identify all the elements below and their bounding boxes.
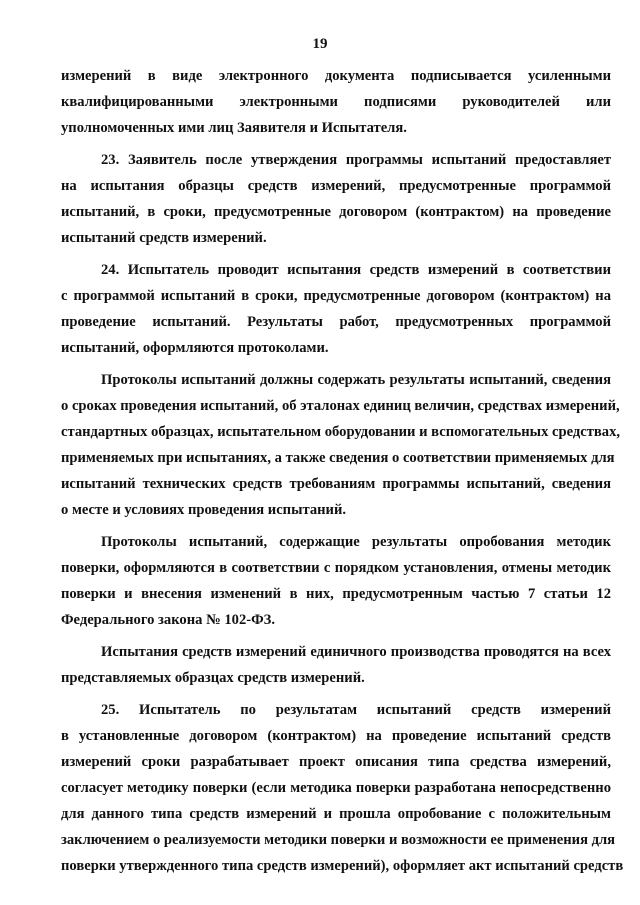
text-line: в установленные договором (контрактом) на проведение испытаний средств	[61, 728, 611, 744]
text-line: Испытания средств измерений единичного производства проводятся на всех	[101, 644, 611, 660]
text-line: для данного типа средств измерений и прошла опробование с положительным	[61, 806, 611, 822]
text-line: о месте и условиях проведения испытаний.	[61, 502, 346, 518]
text-line: проведение испытаний. Результаты работ, предусмотренных программой	[61, 314, 611, 330]
text-line: применяемых при испытаниях, а также сведения о соответствии применяемых для	[61, 450, 615, 466]
text-line: о сроках проведения испытаний, об эталонах единиц величин, средствах измерений,	[61, 398, 620, 414]
text-line: заключением о реализуемости методики поверки и возможности ее применения для	[61, 832, 616, 848]
text-line: стандартных образцах, испытательном оборудовании и вспомогательных средствах,	[61, 424, 621, 440]
paragraph-23	[61, 147, 611, 251]
text-line: поверки и внесения изменений в них, предусмотренным частью 7 статьи 12	[61, 586, 611, 602]
text-line: испытаний, в сроки, предусмотренные договором (контрактом) на проведение	[61, 204, 611, 220]
text-line: на испытания образцы средств измерений, предусмотренные программой	[61, 178, 611, 194]
paragraph-24	[61, 257, 611, 361]
text-line: измерений сроки разрабатывает проект описания типа средства измерений,	[61, 754, 611, 770]
text-line: испытаний средств измерений.	[61, 230, 267, 246]
paragraph-25	[61, 697, 624, 879]
text-line: 24. Испытатель проводит испытания средств измерений в соответствии	[101, 262, 611, 278]
text-line: Протоколы испытаний, содержащие результаты опробования методик	[101, 534, 611, 550]
text-line: поверки утвержденного типа средств измерений), оформляет акт испытаний средств	[61, 858, 624, 874]
page-number: 19	[312, 36, 328, 52]
text-line: с программой испытаний в сроки, предусмотренные договором (контрактом) на	[61, 288, 611, 304]
document-body	[61, 63, 624, 879]
text-line: уполномоченных ими лиц Заявителя и Испытателя.	[61, 120, 407, 136]
paragraph-single-production	[61, 639, 611, 691]
paragraph-protocols-content	[61, 367, 621, 523]
text-line: согласует методику поверки (если методика поверки разработана непосредственно	[61, 780, 611, 796]
text-line: Протоколы испытаний должны содержать результаты испытаний, сведения	[101, 372, 611, 388]
text-line: испытаний, оформляются протоколами.	[61, 340, 329, 356]
text-line: квалифицированными электронными подписями руководителей или	[61, 94, 611, 110]
text-line: 23. Заявитель после утверждения программы испытаний предоставляет	[101, 152, 611, 168]
text-line: испытаний технических средств требованиям программы испытаний, сведения	[61, 476, 611, 492]
text-line: поверки, оформляются в соответствии с порядком установления, отмены методик	[61, 560, 611, 576]
text-line: представляемых образцах средств измерений.	[61, 670, 365, 686]
text-line: Федерального закона № 102-ФЗ.	[61, 612, 276, 628]
paragraph-continuation	[61, 63, 611, 141]
paragraph-protocols-methods	[61, 529, 611, 633]
text-line: измерений в виде электронного документа подписывается усиленными	[61, 68, 611, 84]
text-line: 25. Испытатель по результатам испытаний средств измерений	[101, 702, 611, 718]
